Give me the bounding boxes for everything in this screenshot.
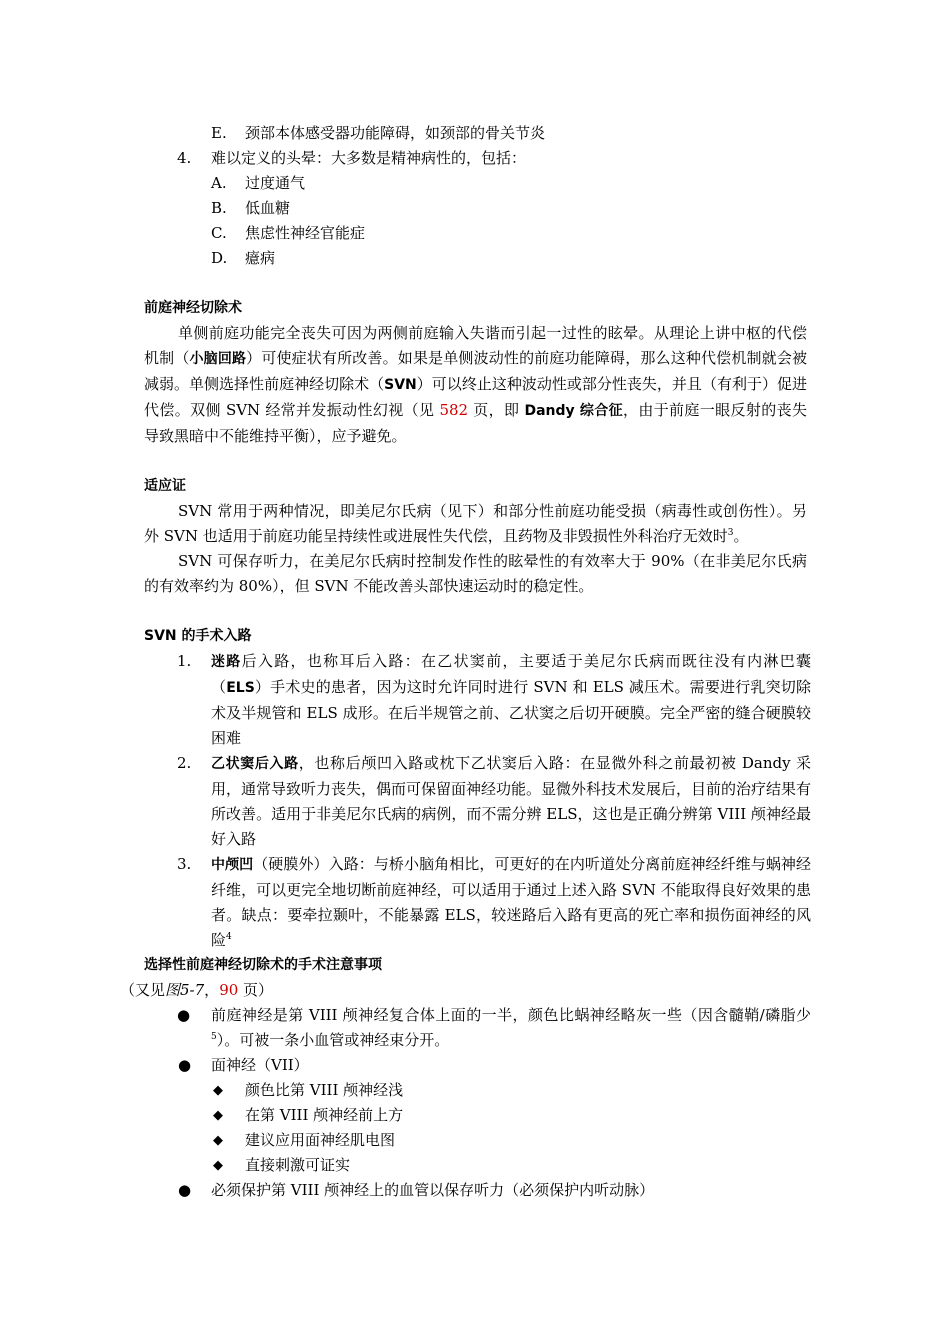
- paragraph: [144, 499, 807, 599]
- list-item: [0, 852, 950, 953]
- text-run: ）手术史的患者，因为这时允许同时进行 SVN 和 ELS 减压术。需要进行乳突切除术及半规管和 ELS 成形。在后半规管之前、乙状窦之后切开硬膜。完全严密的缝合硬膜较困难: [211, 678, 811, 747]
- section-heading: SVN 的手术入路: [144, 628, 252, 644]
- text-run: SVN 常用于两种情况，即美尼尔氏病（见下）和部分性前庭功能受损（病毒性或创伤性）。另外 SVN 也适用于前庭功能呈持续性或进展性失代偿，且药物及非毁损性外科治疗无效时: [144, 502, 807, 545]
- text-run: 单侧前庭功能完全丧失可因为两侧前庭输入失谐而引起一过性的眩晕。从理论上讲中枢的代偿机制（: [144, 324, 807, 367]
- list-marker: D.: [211, 249, 228, 267]
- text-run: 。: [733, 527, 749, 545]
- diamond-icon: ◆: [213, 1158, 223, 1173]
- list-marker: E.: [211, 124, 227, 142]
- sub-bullet-item: [0, 1103, 950, 1128]
- text-run: （硬膜外）入路：与桥小脑角相比，可更好的在内听道处分离前庭神经纤维与蜗神经纤维，可以更完全地切断前庭神经，可以适用于通过上述入路 SVN 不能取得良好效果的患者。缺点：要牵拉颞叶，不能暴露 ELS，较迷路后入路有更高的死亡率和损伤面神经的风险: [211, 855, 811, 949]
- list-item: [0, 146, 950, 171]
- list-marker: 2.: [177, 754, 192, 772]
- sub-bullet-item: [0, 1153, 950, 1178]
- text-run: ）可以终止这种波动性或部分性丧失，并且（有利于）促进代偿。双侧 SVN 经常并发振动性幻视（见: [144, 375, 807, 419]
- bullet-item: [0, 1053, 950, 1078]
- list-item: [0, 171, 950, 196]
- list-text: 癔病: [245, 249, 276, 267]
- spacer: [0, 271, 950, 296]
- page-link[interactable]: 90: [219, 981, 239, 999]
- list-text: 颈部本体感受器功能障碍，如颈部的骨关节炎: [245, 124, 546, 142]
- list-item: [0, 246, 950, 271]
- text-run: （又见: [120, 981, 166, 999]
- list-marker: 3.: [177, 855, 192, 873]
- bullet-icon: ●: [178, 1181, 192, 1199]
- sub-bullet-item: [0, 1078, 950, 1103]
- diamond-icon: ◆: [213, 1108, 223, 1123]
- bold-term: SVN: [384, 377, 417, 393]
- list-text: 低血糖: [245, 199, 291, 217]
- bullet-icon: ●: [178, 1056, 192, 1074]
- list-text: 焦虑性神经官能症: [245, 224, 366, 242]
- list-text: 直接刺激可证实: [245, 1156, 351, 1174]
- list-marker: 1.: [177, 652, 192, 670]
- list-text: [211, 852, 811, 953]
- bullet-icon: ●: [177, 1006, 191, 1024]
- diamond-icon: ◆: [213, 1133, 223, 1148]
- list-marker: A.: [211, 174, 227, 192]
- spacer: [0, 599, 950, 624]
- list-text: [211, 751, 811, 852]
- document-content: [0, 121, 950, 1203]
- text-run: ，由于前庭一眼反射的丧失导致黑暗中不能维持平衡），应予避免。: [144, 401, 807, 445]
- footnote-ref: 5: [211, 1032, 217, 1042]
- list-text: 颜色比第 VIII 颅神经浅: [245, 1081, 404, 1099]
- bullet-item: [0, 1178, 950, 1203]
- text-run: ，: [204, 981, 220, 999]
- sub-bullet-item: [0, 1128, 950, 1153]
- list-marker: 4.: [177, 149, 192, 167]
- section-heading: 适应证: [144, 478, 186, 494]
- bullet-item: [0, 1003, 950, 1053]
- list-item: [0, 649, 950, 751]
- list-marker: B.: [211, 199, 227, 217]
- paragraph: [144, 321, 807, 449]
- bold-term: 中颅凹: [211, 857, 254, 873]
- list-item: [0, 221, 950, 246]
- list-text: 过度通气: [245, 174, 306, 192]
- figure-ref[interactable]: 图5-7: [165, 981, 205, 999]
- bold-term: Dandy 综合征: [524, 403, 623, 419]
- text-run: 页，即: [468, 401, 525, 419]
- page-link[interactable]: 582: [439, 401, 469, 419]
- list-text: 面神经（VII）: [211, 1056, 309, 1074]
- bold-term: 小脑回路: [189, 351, 247, 367]
- section-heading: 选择性前庭神经切除术的手术注意事项: [144, 957, 382, 973]
- footnote-ref: 4: [226, 932, 232, 942]
- text-run: ）可使症状有所改善。如果是单侧波动性的前庭功能障碍，那么这种代偿机制就会被减弱。单侧选择性前庭神经切除术（: [144, 349, 807, 393]
- list-text: 在第 VIII 颅神经前上方: [245, 1106, 404, 1124]
- list-item: [0, 751, 950, 852]
- diamond-icon: ◆: [213, 1083, 223, 1098]
- text-run: 页）: [238, 981, 274, 999]
- list-text: 难以定义的头晕：大多数是精神病性的，包括：: [211, 149, 527, 167]
- list-item: [0, 121, 950, 146]
- text-run: ，也称后颅凹入路或枕下乙状窦后入路：在显微外科之前最初被 Dandy 采用，通常导致听力丧失，偶而可保留面神经功能。显微外科技术发展后，目前的治疗结果有所改善。适用于非美尼尔氏病的病例，而不需分辨 ELS，这也是正确分辨第 VIII 颅神经最好入路: [211, 754, 812, 848]
- list-text: 建议应用面神经肌电图: [245, 1131, 396, 1149]
- list-text: [211, 649, 811, 751]
- list-marker: C.: [211, 224, 227, 242]
- bold-term: 乙状窦后入路: [211, 756, 299, 772]
- cross-reference: [0, 978, 950, 1003]
- list-text: [211, 1003, 811, 1053]
- text-run: 前庭神经是第 VIII 颅神经复合体上面的一半，颜色比蜗神经略灰一些（因含髓鞘/磷脂少: [211, 1006, 811, 1024]
- text-run: SVN 可保存听力，在美尼尔氏病时控制发作性的眩晕性的有效率大于 90%（在非美尼尔氏病的有效率约为 80%），但 SVN 不能改善头部快速运动时的稳定性。: [144, 552, 807, 595]
- list-item: [0, 196, 950, 221]
- text-run: 后入路，也称耳后入路：在乙状窦前，主要适于美尼尔氏病而既往没有内淋巴囊（: [211, 652, 812, 696]
- list-text: 必须保护第 VIII 颅神经上的血管以保存听力（必须保护内听动脉）: [211, 1181, 655, 1199]
- text-run: ）。可被一条小血管或神经束分开。: [216, 1031, 450, 1049]
- bold-term: ELS: [226, 680, 255, 696]
- bold-term: 迷路: [211, 654, 242, 670]
- footnote-ref: 3: [727, 528, 734, 538]
- spacer: [0, 449, 950, 474]
- section-heading: 前庭神经切除术: [144, 300, 242, 316]
